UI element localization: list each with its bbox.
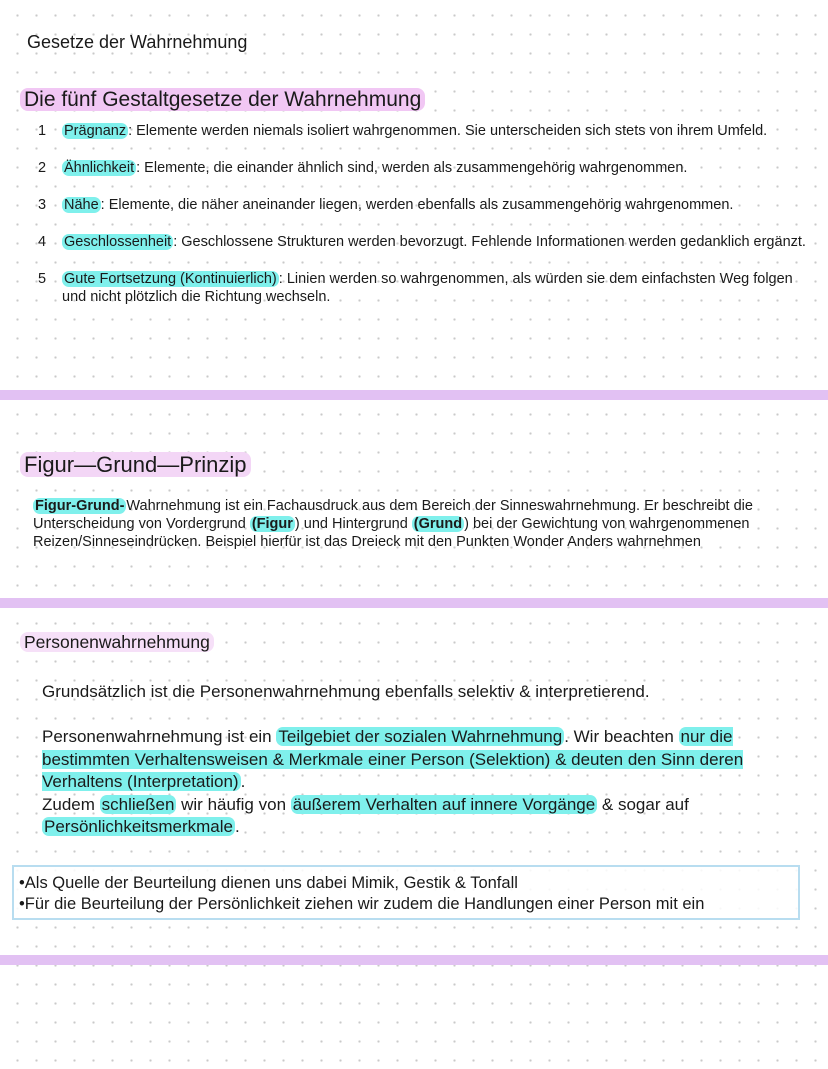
- section-heading-personenwahrnehmung: Personenwahrnehmung: [20, 632, 214, 653]
- list-item: [38, 122, 808, 140]
- list-number: 2: [38, 160, 47, 176]
- term-highlight: Nähe: [64, 197, 99, 213]
- bullet-box: [12, 865, 800, 920]
- bullet-item: •Als Quelle der Beurteilung dienen uns dabei Mimik, Gestik & Tonfall: [19, 874, 518, 892]
- list-text: : Elemente, die näher aneinander liegen, werden ebenfalls als zusammengehörig wahrgenommen.: [100, 197, 734, 213]
- term-highlight: Ähnlichkeit: [64, 160, 135, 176]
- list-text: : Geschlossene Strukturen werden bevorzugt. Fehlende Informationen werden gedanklich ergänzt.: [173, 234, 806, 250]
- bullet-item: •Für die Beurteilung der Persönlichkeit ziehen wir zudem die Handlungen einer Person mit ein: [19, 895, 705, 913]
- list-item: [38, 196, 808, 214]
- term-highlight: Prägnanz: [64, 123, 127, 139]
- paragraph-personenwahrnehmung: Personenwahrnehmung ist ein Teilgebiet der sozialen Wahrnehmung . Wir beachten nur die bestimmten Verhaltensweisen & Merkmale einer Person (Selektion) & deuten den Sinn deren Verhaltens (Interpretation) . Zudem schließen wir häufig von äußerem Verhalten auf innere Vorgänge & sogar auf Persönlichkeitsmerkmale .: [42, 727, 744, 836]
- highlight-verhalten: äußerem Verhalten auf innere Vorgänge: [292, 794, 596, 814]
- list-text: : Linien werden so wahrgenommen, als würden sie dem einfachsten Weg folgen und nicht plötzlich die Richtung wechseln.: [62, 271, 793, 305]
- page-title: Gesetze der Wahrnehmung: [27, 32, 248, 52]
- list-number: 5: [38, 271, 47, 287]
- list-number: 1: [38, 123, 47, 139]
- highlight-selektion: nur die bestimmten Verhaltensweisen & Merkmale einer Person (Selektion) & deuten den Sinn deren Verhaltens (Interpretation): [42, 727, 744, 791]
- term-highlight: Geschlossenheit: [64, 234, 172, 250]
- section-heading-gestaltgesetze: Die fünf Gestaltgesetze der Wahrnehmung: [20, 88, 425, 112]
- list-item: [38, 233, 808, 251]
- term-grund: (Grund: [413, 516, 463, 532]
- list-text: : Elemente, die einander ähnlich sind, werden als zusammengehörig wahrgenommen.: [136, 160, 688, 176]
- highlight-schliessen: schließen: [101, 794, 175, 814]
- highlight-persoenlichkeit: Persönlichkeitsmerkmale: [44, 817, 233, 836]
- list-number: 4: [38, 234, 47, 250]
- gestalt-laws-list: [38, 122, 808, 325]
- list-item: [38, 270, 808, 306]
- section-divider: [0, 598, 828, 608]
- term-figur: (Figur: [251, 516, 293, 532]
- paragraph-selektiv: Grundsätzlich ist die Personenwahrnehmung ebenfalls selektiv & interpretierend.: [42, 682, 650, 701]
- section-heading-figur-grund: Figur—Grund—Prinzip: [20, 452, 251, 478]
- term-highlight: Gute Fortsetzung (Kontinuierlich): [64, 271, 277, 287]
- list-item: [38, 159, 808, 177]
- list-text: : Elemente werden niemals isoliert wahrgenommen. Sie unterscheiden sich stets von ihrem Umfeld.: [128, 123, 768, 139]
- list-number: 3: [38, 197, 47, 213]
- figur-grund-paragraph: Figur-Grund- Wahrnehmung ist ein Fachausdruck aus dem Bereich der Sinneswahrnehmung. Er beschreibt die Unterscheidung von Vordergrund (Figur ) und Hintergrund (Grund ) bei der Gewichtung von wahrgenommenen Reizen/Sinneseindrücken. Beispiel hierfür ist das Dreieck mit den Punkten Wonder Anders wahrnehmen: [33, 498, 753, 550]
- section-divider: [0, 955, 828, 965]
- section-divider: [0, 390, 828, 400]
- highlight-teilgebiet: Teilgebiet der sozialen Wahrnehmung: [278, 727, 563, 746]
- term-highlight: Figur-Grund-: [35, 498, 125, 514]
